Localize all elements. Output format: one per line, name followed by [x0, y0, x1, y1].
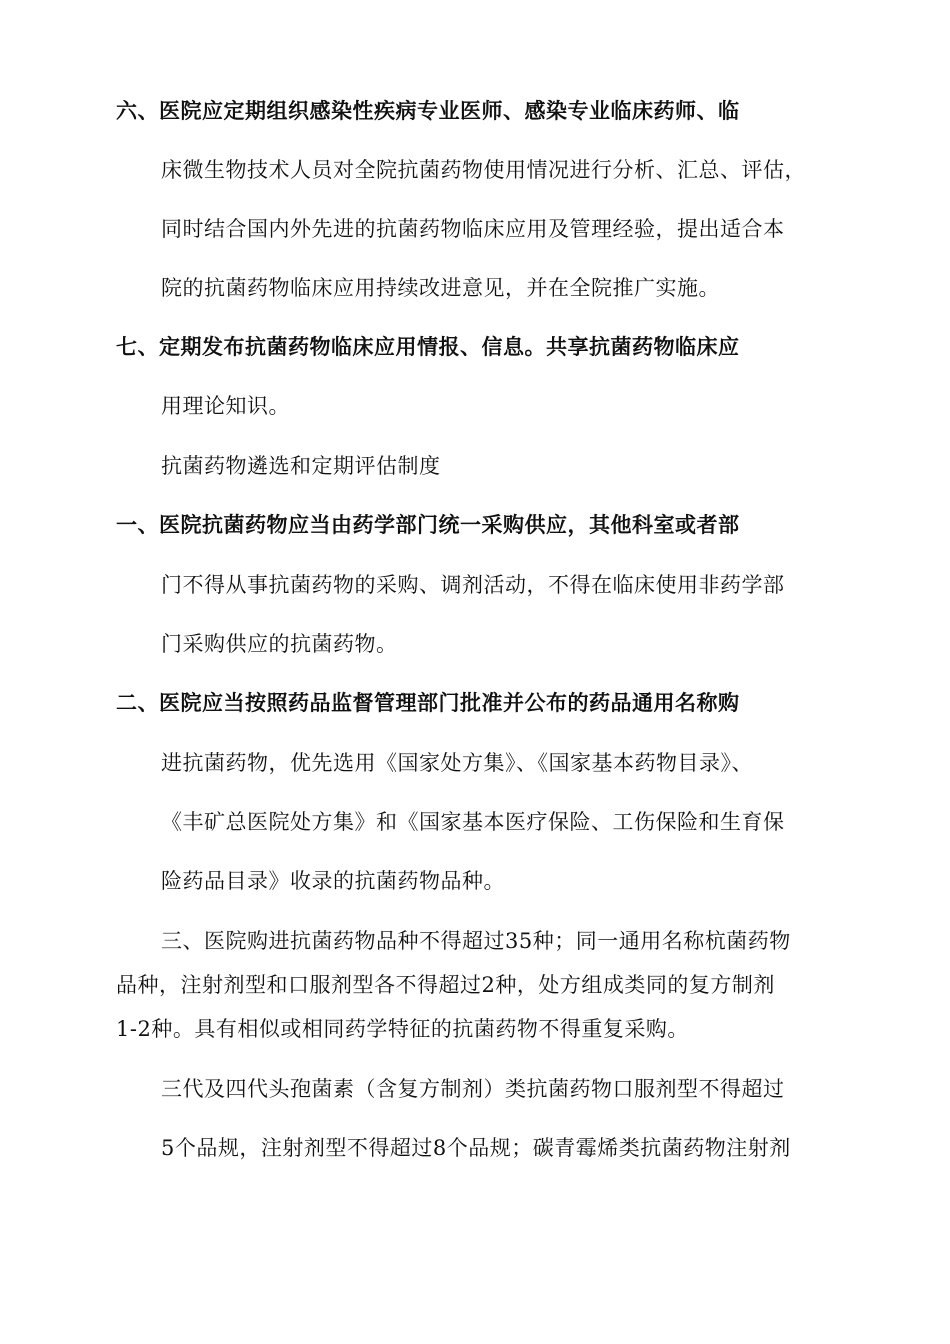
item-1-text-line-2: 门采购供应的抗菌药物。	[161, 632, 398, 656]
section-7-heading: 七、定期发布抗菌药物临床应用情报、信息。共享抗菌药物临床应	[116, 335, 740, 359]
section-6-text-line-1: 床微生物技术人员对全院抗菌药物使用情况进行分析、汇总、评估，	[161, 158, 806, 182]
section-6-text-line-3: 院的抗菌药物临床应用持续改进意见，并在全院推广实施。	[161, 276, 720, 300]
document-title: 抗菌药物遴选和定期评估制度	[161, 454, 441, 478]
item-2-heading: 二、医院应当按照药品监督管理部门批准并公布的药品通用名称购	[116, 691, 740, 715]
item-3-text-line-2: 品种，注射剂型和口服剂型各不得超过2种，处方组成类同的复方制剂	[116, 973, 775, 997]
item-1-text-line-1: 门不得从事抗菌药物的采购、调剂活动，不得在临床使用非药学部	[161, 573, 785, 597]
item-3b-text-line-1: 三代及四代头孢菌素（含复方制剂）类抗菌药物口服剂型不得超过	[161, 1077, 785, 1101]
item-3b-text-line-2: 5个品规，注射剂型不得超过8个品规；碳青霉烯类抗菌药物注射剂	[161, 1136, 791, 1160]
section-6-heading: 六、医院应定期组织感染性疾病专业医师、感染专业临床药师、临	[116, 99, 740, 123]
section-7-text-line-1: 用理论知识。	[161, 394, 290, 418]
item-2-text-line-2: 《丰矿总医院处方集》和《国家基本医疗保险、工伤保险和生育保	[161, 810, 785, 834]
item-3-text-line-3: 1-2种。具有相似或相同药学特征的抗菌药物不得重复采购。	[116, 1017, 689, 1041]
item-2-text-line-1: 进抗菌药物，优先选用《国家处方集》、《国家基本药物目录》、	[161, 751, 753, 775]
item-1-heading: 一、医院抗菌药物应当由药学部门统一采购供应，其他科室或者部	[116, 513, 740, 537]
item-3-text-line-1: 三、医院购进抗菌药物品种不得超过35种；同一通用名称杭菌药物	[161, 929, 791, 953]
item-2-text-line-3: 险药品目录》收录的抗菌药物品种。	[161, 869, 505, 893]
section-6-text-line-2: 同时结合国内外先进的抗菌药物临床应用及管理经验，提出适合本	[161, 217, 785, 241]
